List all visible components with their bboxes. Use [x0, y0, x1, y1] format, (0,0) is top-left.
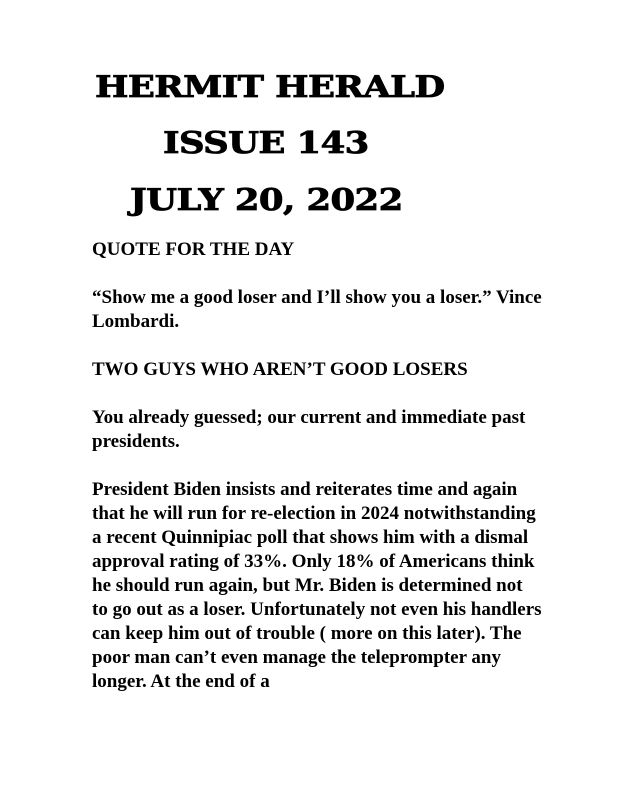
article-body	[92, 238, 542, 718]
paragraph-biden: President Biden insists and reiterates time and again that he will run for re-election in 2024 notwithstanding a recent Quinnipiac poll that shows him with a dismal approval rating of 33%. Only 18% of Americans think he should run again, but Mr. Biden is determined not to go out as a loser. Unfortunately not even his handlers can keep him out of trouble ( more on this later). The poor man can’t even manage the teleprompter any longer. At the end of a	[92, 479, 542, 692]
paragraph-intro: You already guessed; our current and immediate past presidents.	[92, 407, 526, 452]
quote-text: “Show me a good loser and I’ll show you a loser.” Vince Lombardi.	[92, 287, 542, 332]
issue-date: JULY 20, 2022	[130, 183, 403, 218]
section-heading: TWO GUYS WHO AREN’T GOOD LOSERS	[92, 359, 468, 380]
quote-heading: QUOTE FOR THE DAY	[92, 239, 295, 260]
masthead-title: HERMIT HERALD	[95, 70, 445, 105]
issue-number: ISSUE 143	[163, 126, 369, 161]
